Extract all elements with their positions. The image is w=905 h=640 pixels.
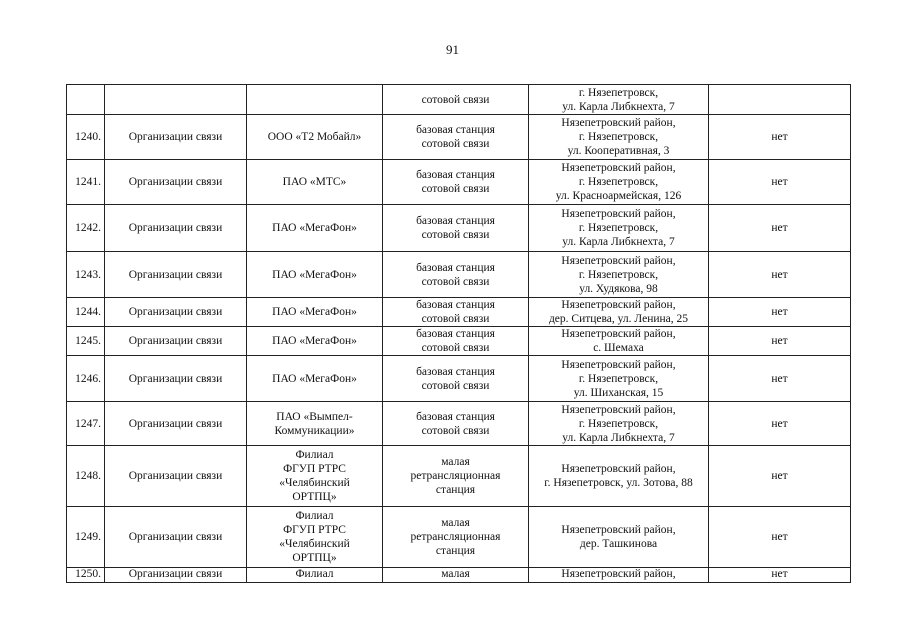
- cell-object: сотовой связи: [383, 85, 529, 115]
- table-row: [67, 327, 851, 356]
- cell-number: 1246.: [67, 356, 105, 402]
- cell-address: Нязепетровский район, г. Нязепетровск, ул. Зотова, 88: [529, 446, 709, 507]
- cell-number: 1250.: [67, 568, 105, 583]
- table-row: [67, 115, 851, 160]
- cell-number: 1249.: [67, 507, 105, 568]
- cell-number: 1247.: [67, 402, 105, 446]
- cell-object: базовая станция сотовой связи: [383, 298, 529, 327]
- cell-operator: ПАО «МегаФон»: [247, 205, 383, 252]
- cell-address: г. Нязепетровск, ул. Карла Либкнехта, 7: [529, 85, 709, 115]
- cell-operator: Филиал ФГУП РТРС «Челябинский ОРТПЦ»: [247, 446, 383, 507]
- cell-category: [105, 85, 247, 115]
- cell-address: Нязепетровский район,: [529, 568, 709, 583]
- cell-object: базовая станция сотовой связи: [383, 205, 529, 252]
- cell-flag: нет: [709, 205, 851, 252]
- cell-address: Нязепетровский район, дер. Ситцева, ул. Ленина, 25: [529, 298, 709, 327]
- cell-category: Организации связи: [105, 402, 247, 446]
- cell-address: Нязепетровский район, дер. Ташкинова: [529, 507, 709, 568]
- cell-object: малая ретрансляционная станция: [383, 446, 529, 507]
- table-row: [67, 252, 851, 298]
- cell-category: Организации связи: [105, 507, 247, 568]
- cell-address: Нязепетровский район, г. Нязепетровск, ул. Худякова, 98: [529, 252, 709, 298]
- cell-category: Организации связи: [105, 160, 247, 205]
- cell-operator: ПАО «Вымпел- Коммуникации»: [247, 402, 383, 446]
- cell-number: 1242.: [67, 205, 105, 252]
- cell-address: Нязепетровский район, г. Нязепетровск, ул. Красноармейская, 126: [529, 160, 709, 205]
- cell-flag: нет: [709, 568, 851, 583]
- table-row: [67, 298, 851, 327]
- cell-object: базовая станция сотовой связи: [383, 115, 529, 160]
- cell-address: Нязепетровский район, г. Нязепетровск, ул. Кооперативная, 3: [529, 115, 709, 160]
- cell-operator: Филиал ФГУП РТРС «Челябинский ОРТПЦ»: [247, 507, 383, 568]
- table-row: [67, 160, 851, 205]
- cell-category: Организации связи: [105, 327, 247, 356]
- cell-category: Организации связи: [105, 115, 247, 160]
- cell-category: Организации связи: [105, 298, 247, 327]
- cell-flag: нет: [709, 507, 851, 568]
- cell-flag: нет: [709, 252, 851, 298]
- cell-flag: нет: [709, 115, 851, 160]
- cell-number: 1241.: [67, 160, 105, 205]
- cell-flag: нет: [709, 356, 851, 402]
- cell-number: 1248.: [67, 446, 105, 507]
- cell-operator: ПАО «МТС»: [247, 160, 383, 205]
- cell-category: Организации связи: [105, 568, 247, 583]
- cell-number: [67, 85, 105, 115]
- cell-operator: ПАО «МегаФон»: [247, 356, 383, 402]
- page-number: 91: [446, 42, 459, 57]
- cell-flag: нет: [709, 160, 851, 205]
- cell-operator: ПАО «МегаФон»: [247, 252, 383, 298]
- cell-object: малая ретрансляционная станция: [383, 507, 529, 568]
- cell-address: Нязепетровский район, г. Нязепетровск, ул. Карла Либкнехта, 7: [529, 402, 709, 446]
- cell-flag: нет: [709, 298, 851, 327]
- cell-operator: [247, 85, 383, 115]
- cell-object: базовая станция сотовой связи: [383, 252, 529, 298]
- table-row: [67, 356, 851, 402]
- table-body: [67, 85, 851, 583]
- cell-flag: нет: [709, 446, 851, 507]
- cell-operator: ПАО «МегаФон»: [247, 327, 383, 356]
- table-row: [67, 205, 851, 252]
- table-row: [67, 446, 851, 507]
- cell-address: Нязепетровский район, г. Нязепетровск, ул. Карла Либкнехта, 7: [529, 205, 709, 252]
- table-row: [67, 402, 851, 446]
- cell-flag: [709, 85, 851, 115]
- table-row: [67, 568, 851, 583]
- cell-number: 1245.: [67, 327, 105, 356]
- cell-number: 1243.: [67, 252, 105, 298]
- cell-operator: ООО «Т2 Мобайл»: [247, 115, 383, 160]
- cell-category: Организации связи: [105, 356, 247, 402]
- cell-address: Нязепетровский район, г. Нязепетровск, ул. Шиханская, 15: [529, 356, 709, 402]
- cell-flag: нет: [709, 327, 851, 356]
- table-row-continuation: [67, 85, 851, 115]
- cell-operator: Филиал: [247, 568, 383, 583]
- cell-category: Организации связи: [105, 446, 247, 507]
- cell-number: 1240.: [67, 115, 105, 160]
- registry-table: [66, 84, 851, 583]
- cell-object: базовая станция сотовой связи: [383, 160, 529, 205]
- cell-operator: ПАО «МегаФон»: [247, 298, 383, 327]
- cell-flag: нет: [709, 402, 851, 446]
- cell-object: базовая станция сотовой связи: [383, 356, 529, 402]
- cell-object: малая: [383, 568, 529, 583]
- cell-category: Организации связи: [105, 252, 247, 298]
- cell-object: базовая станция сотовой связи: [383, 327, 529, 356]
- table-row: [67, 507, 851, 568]
- cell-address: Нязепетровский район, с. Шемаха: [529, 327, 709, 356]
- cell-category: Организации связи: [105, 205, 247, 252]
- cell-number: 1244.: [67, 298, 105, 327]
- cell-object: базовая станция сотовой связи: [383, 402, 529, 446]
